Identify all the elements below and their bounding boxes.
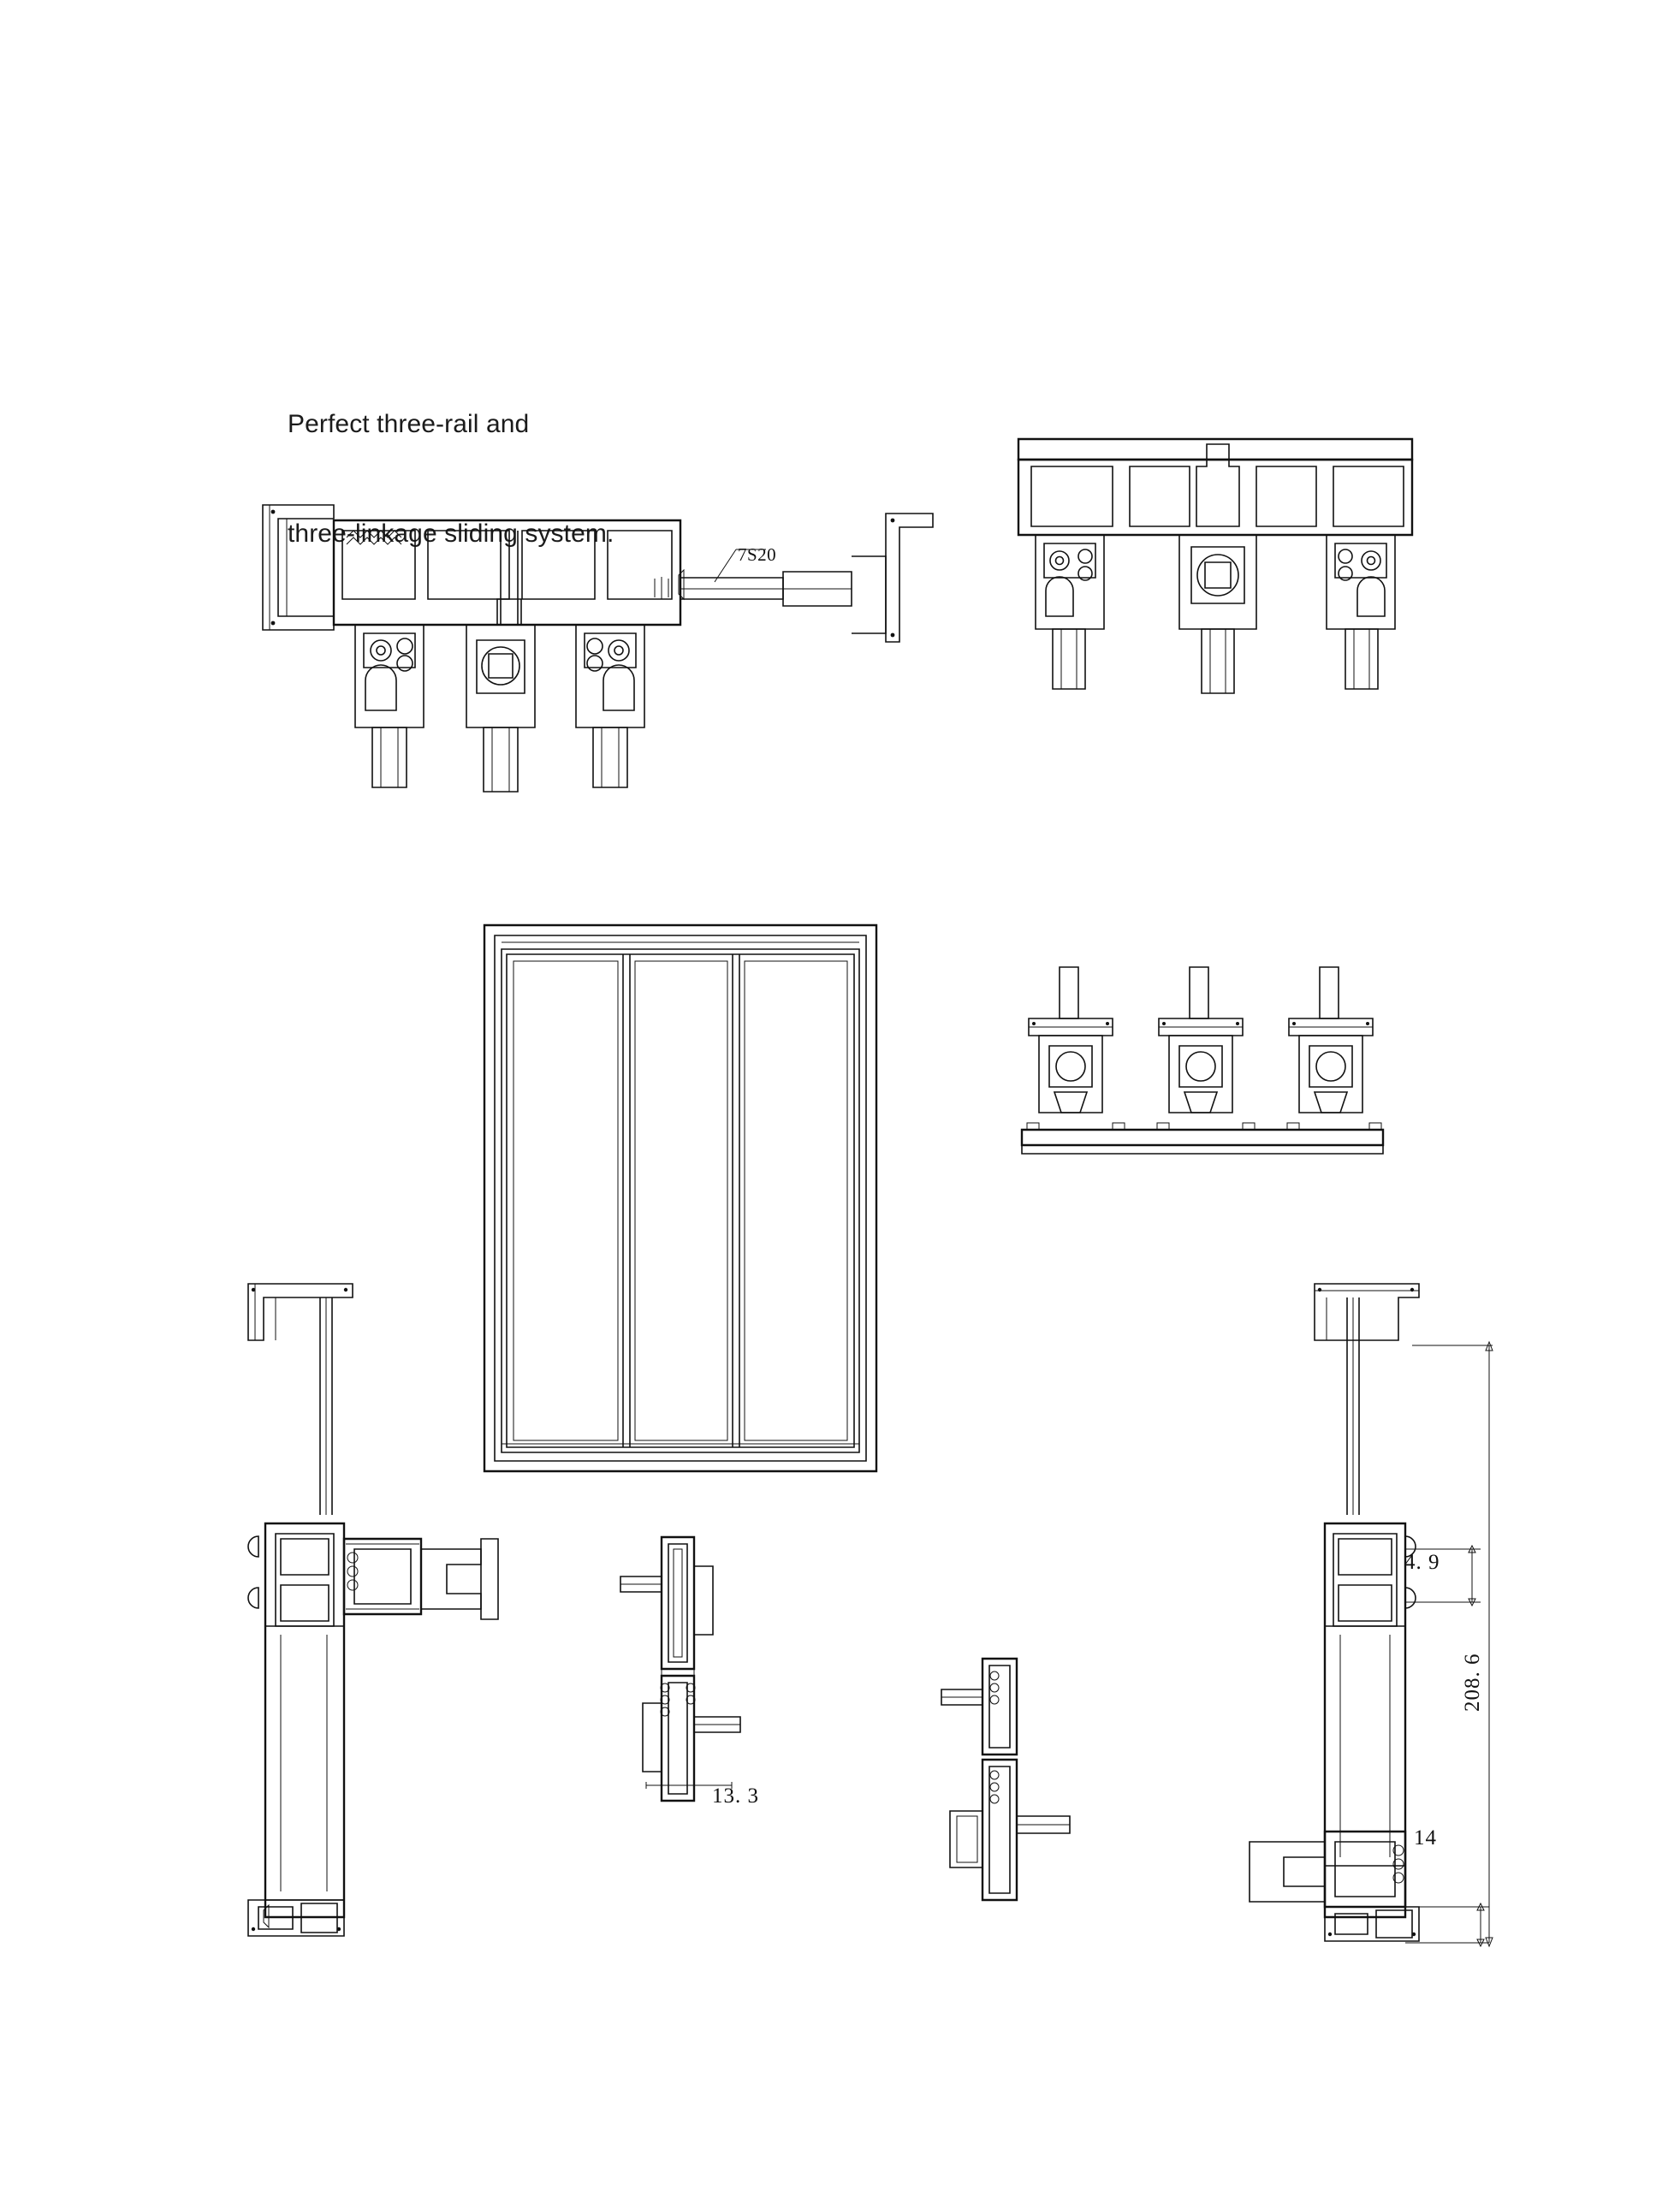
dim-label-13-3: 13. 3	[712, 1784, 759, 1808]
page-title-line-2: three-linkage sliding system.	[288, 519, 614, 548]
view-interlock-detail-center-right	[933, 1652, 1113, 1909]
view-jamb-section-right	[1309, 1267, 1583, 1951]
view-sill-section	[1018, 967, 1386, 1190]
view-top-head-section-right	[1010, 432, 1438, 749]
view-top-head-section-left	[252, 496, 954, 839]
dim-label-14: 14	[1414, 1826, 1437, 1850]
dim-label-4-9: 4. 9	[1404, 1551, 1440, 1574]
dim-label-screw-callout: 7S20	[738, 544, 777, 565]
view-interlock-detail-center-left	[612, 1532, 783, 1806]
page-title-line-1: Perfect three-rail and	[288, 410, 530, 439]
dim-label-208-6: 208. 6	[1461, 1653, 1484, 1712]
view-jamb-section-left	[241, 1267, 567, 1951]
